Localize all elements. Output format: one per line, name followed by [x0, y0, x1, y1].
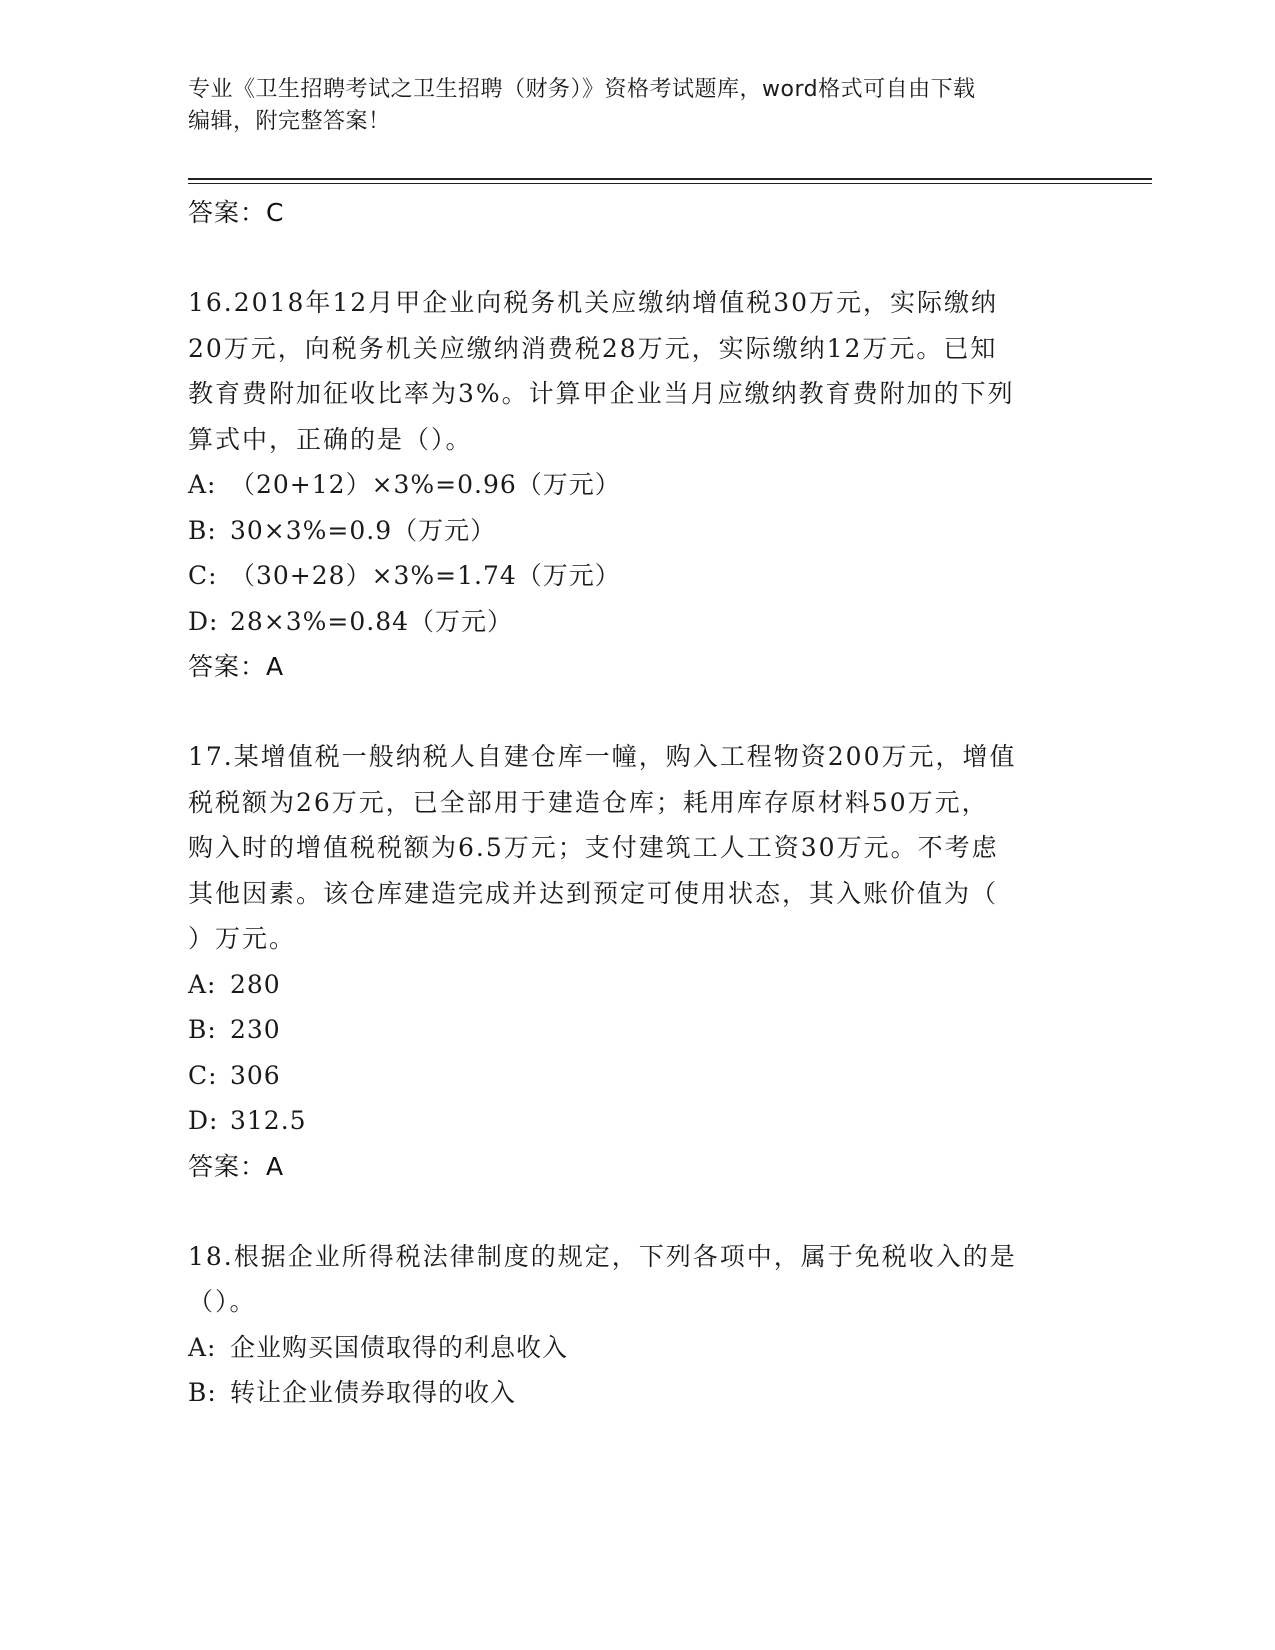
option-a	[188, 1325, 1088, 1371]
header-rule-thick	[188, 178, 1152, 180]
question-17	[188, 734, 1088, 1190]
question-content	[188, 188, 1088, 1416]
question-text-line: 其他因素。该仓库建造完成并达到预定可使用状态，其入账价值为（	[188, 878, 999, 908]
option-letter: D:	[188, 1106, 219, 1135]
option-text: 企业购买国债取得的利息收入	[230, 1332, 569, 1362]
question-text-line: 教育费附加征收比率为3%。计算甲企业当月应缴纳教育费附加的下列	[188, 379, 1015, 408]
question-text-line: 18.根据企业所得税法律制度的规定，下列各项中，属于免税收入的是	[188, 1241, 1017, 1271]
option-text: 28×3%=0.84（万元）	[230, 606, 514, 636]
option-text: （20+12）×3%=0.96（万元）	[230, 470, 621, 499]
option-b	[188, 1370, 1088, 1416]
question-text-line: 16.2018年12月甲企业向税务机关应缴纳增值税30万元，实际缴纳	[188, 288, 999, 317]
previous-answer: 答案：C	[188, 198, 285, 227]
option-c	[188, 1053, 1088, 1099]
question-text-line: 购入时的增值税税额为6.5万元；支付建筑工人工资30万元。不考虑	[188, 833, 999, 862]
option-text: 30×3%=0.9（万元）	[230, 515, 497, 545]
option-c	[188, 553, 1088, 599]
option-text: 转让企业债券取得的收入	[230, 1378, 517, 1407]
header-line-1: 专业《卫生招聘考试之卫生招聘（财务）》资格考试题库，word格式可自由下载	[188, 77, 976, 102]
option-text: （30+28）×3%=1.74（万元）	[230, 561, 621, 590]
option-letter: B:	[188, 515, 217, 545]
option-text: 230	[230, 1015, 281, 1044]
answer-label: 答案：A	[188, 1151, 285, 1181]
answer-label: 答案：A	[188, 652, 285, 681]
question-text-line: 17.某增值税一般纳税人自建仓库一幢，购入工程物资200万元，增值	[188, 742, 1017, 771]
question-text-line: 税税额为26万元，已全部用于建造仓库；耗用库存原材料50万元，	[188, 787, 989, 817]
option-d	[188, 599, 1088, 645]
option-letter: A:	[188, 470, 217, 499]
option-text: 312.5	[230, 1106, 307, 1135]
header-rule-thin	[188, 183, 1152, 184]
header-line-2: 编辑，附完整答案！	[188, 109, 391, 134]
option-letter: B:	[188, 1015, 217, 1044]
option-letter: C:	[188, 1060, 218, 1090]
option-a	[188, 462, 1088, 508]
question-text-line: 算式中，正确的是（）。	[188, 424, 473, 454]
question-text-line: ）万元。	[188, 924, 297, 953]
option-letter: B:	[188, 1378, 217, 1407]
question-18	[188, 1234, 1088, 1416]
option-text: 306	[230, 1060, 281, 1090]
option-b	[188, 1007, 1088, 1053]
option-letter: C:	[188, 561, 218, 590]
option-letter: D:	[188, 606, 219, 636]
question-16	[188, 280, 1088, 690]
option-text: 280	[230, 969, 281, 999]
page-header	[188, 74, 1088, 138]
question-text-line: （）。	[188, 1287, 257, 1316]
option-a	[188, 962, 1088, 1008]
question-text-line: 20万元，向税务机关应缴纳消费税28万元，实际缴纳12万元。已知	[188, 333, 998, 363]
option-d	[188, 1098, 1088, 1144]
option-letter: A:	[188, 969, 217, 999]
option-b	[188, 508, 1088, 554]
option-letter: A:	[188, 1332, 217, 1362]
